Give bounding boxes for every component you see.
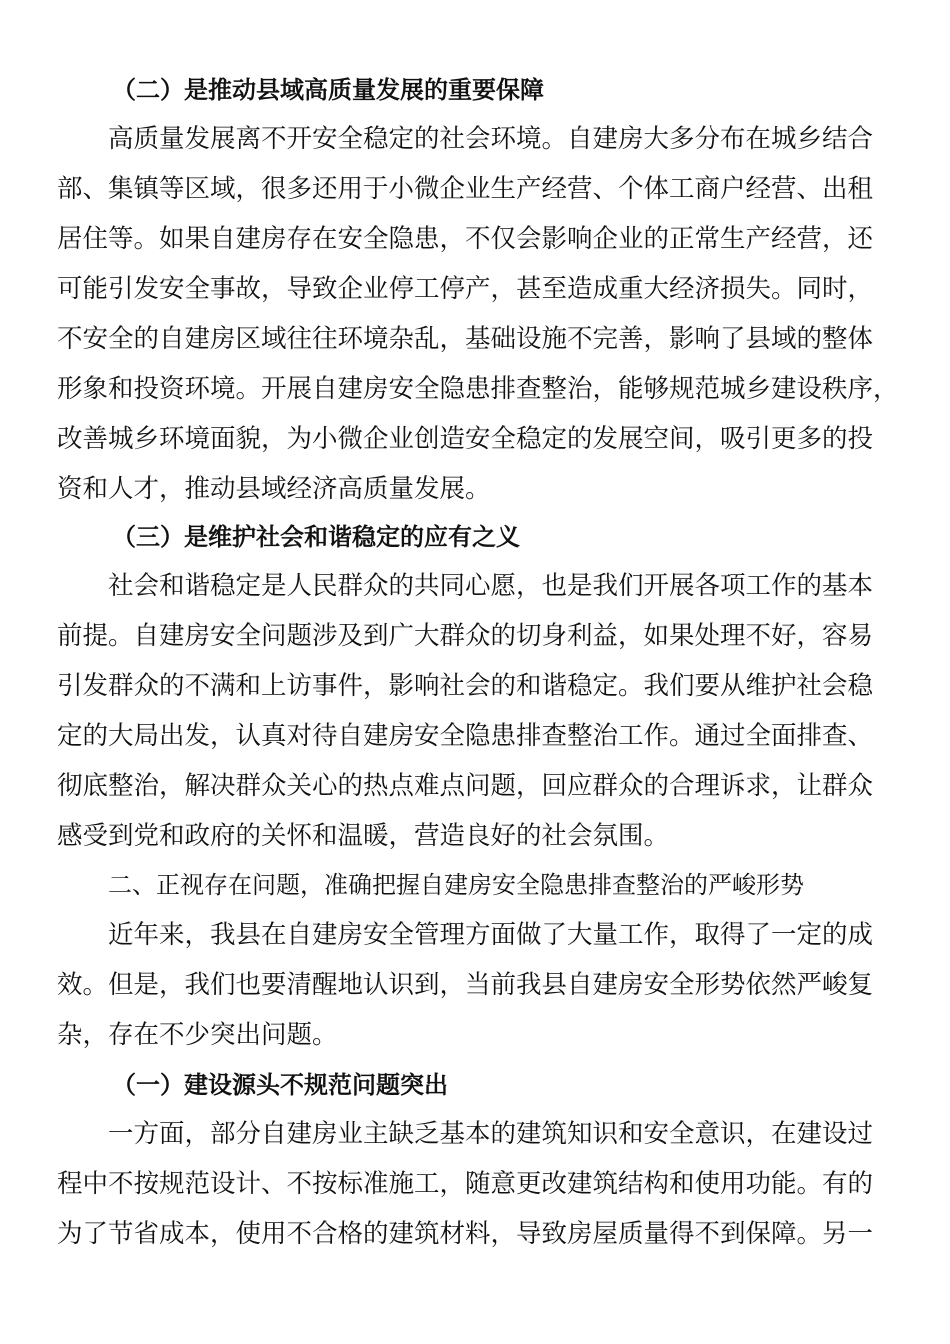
subheading-2: （二）是推动县域高质量发展的重要保障 [112, 76, 544, 104]
section-title-2: 二、正视存在问题，准确把握自建房安全隐患排查整治的严峻形势 [108, 871, 804, 899]
subheading-3: （三）是维护社会和谐稳定的应有之义 [112, 523, 520, 551]
paragraph-line: 资和人才，推动县域经济高质量发展。 [57, 474, 491, 504]
paragraph-line: 引发群众的不满和上访事件，影响社会的和谐稳定。我们要从维护社会稳 [57, 671, 874, 701]
paragraph-line: 社会和谐稳定是人民群众的共同心愿，也是我们开展各项工作的基本 [108, 571, 874, 601]
paragraph-line: 部、集镇等区域，很多还用于小微企业生产经营、个体工商户经营、出租 [57, 174, 874, 204]
paragraph-line: 效。但是，我们也要清醒地认识到，当前我县自建房安全形势依然严峻复 [57, 970, 874, 1000]
paragraph-line: 形象和投资环境。开展自建房安全隐患排查整治，能够规范城乡建设秩序， [57, 374, 899, 404]
paragraph-line: 前提。自建房安全问题涉及到广大群众的切身利益，如果处理不好，容易 [57, 621, 874, 651]
paragraph-line: 杂，存在不少突出问题。 [57, 1020, 338, 1050]
paragraph-line: 居住等。如果自建房存在安全隐患，不仅会影响企业的正常生产经营，还 [57, 224, 874, 254]
paragraph-line: 定的大局出发，认真对待自建房安全隐患排查整治工作。通过全面排查、 [57, 721, 874, 751]
paragraph-line: 改善城乡环境面貌，为小微企业创造安全稳定的发展空间，吸引更多的投 [57, 424, 874, 454]
paragraph-line: 近年来，我县在自建房安全管理方面做了大量工作，取得了一定的成 [108, 920, 874, 950]
paragraph-line: 感受到党和政府的关怀和温暖，营造良好的社会氛围。 [57, 821, 670, 851]
paragraph-line: 为了节省成本，使用不合格的建筑材料，导致房屋质量得不到保障。另一 [57, 1219, 874, 1249]
paragraph-line: 不安全的自建房区域往往环境杂乱，基础设施不完善，影响了县域的整体 [57, 324, 874, 354]
paragraph-line: 一方面，部分自建房业主缺乏基本的建筑知识和安全意识，在建设过 [108, 1119, 874, 1149]
subheading-1: （一）建设源头不规范问题突出 [112, 1071, 448, 1099]
paragraph-line: 彻底整治，解决群众关心的热点难点问题，回应群众的合理诉求，让群众 [57, 771, 874, 801]
paragraph-line: 可能引发安全事故，导致企业停工停产，甚至造成重大经济损失。同时， [57, 274, 874, 304]
paragraph-line: 程中不按规范设计、不按标准施工，随意更改建筑结构和使用功能。有的 [57, 1169, 874, 1199]
paragraph-line: 高质量发展离不开安全稳定的社会环境。自建房大多分布在城乡结合 [108, 124, 874, 154]
